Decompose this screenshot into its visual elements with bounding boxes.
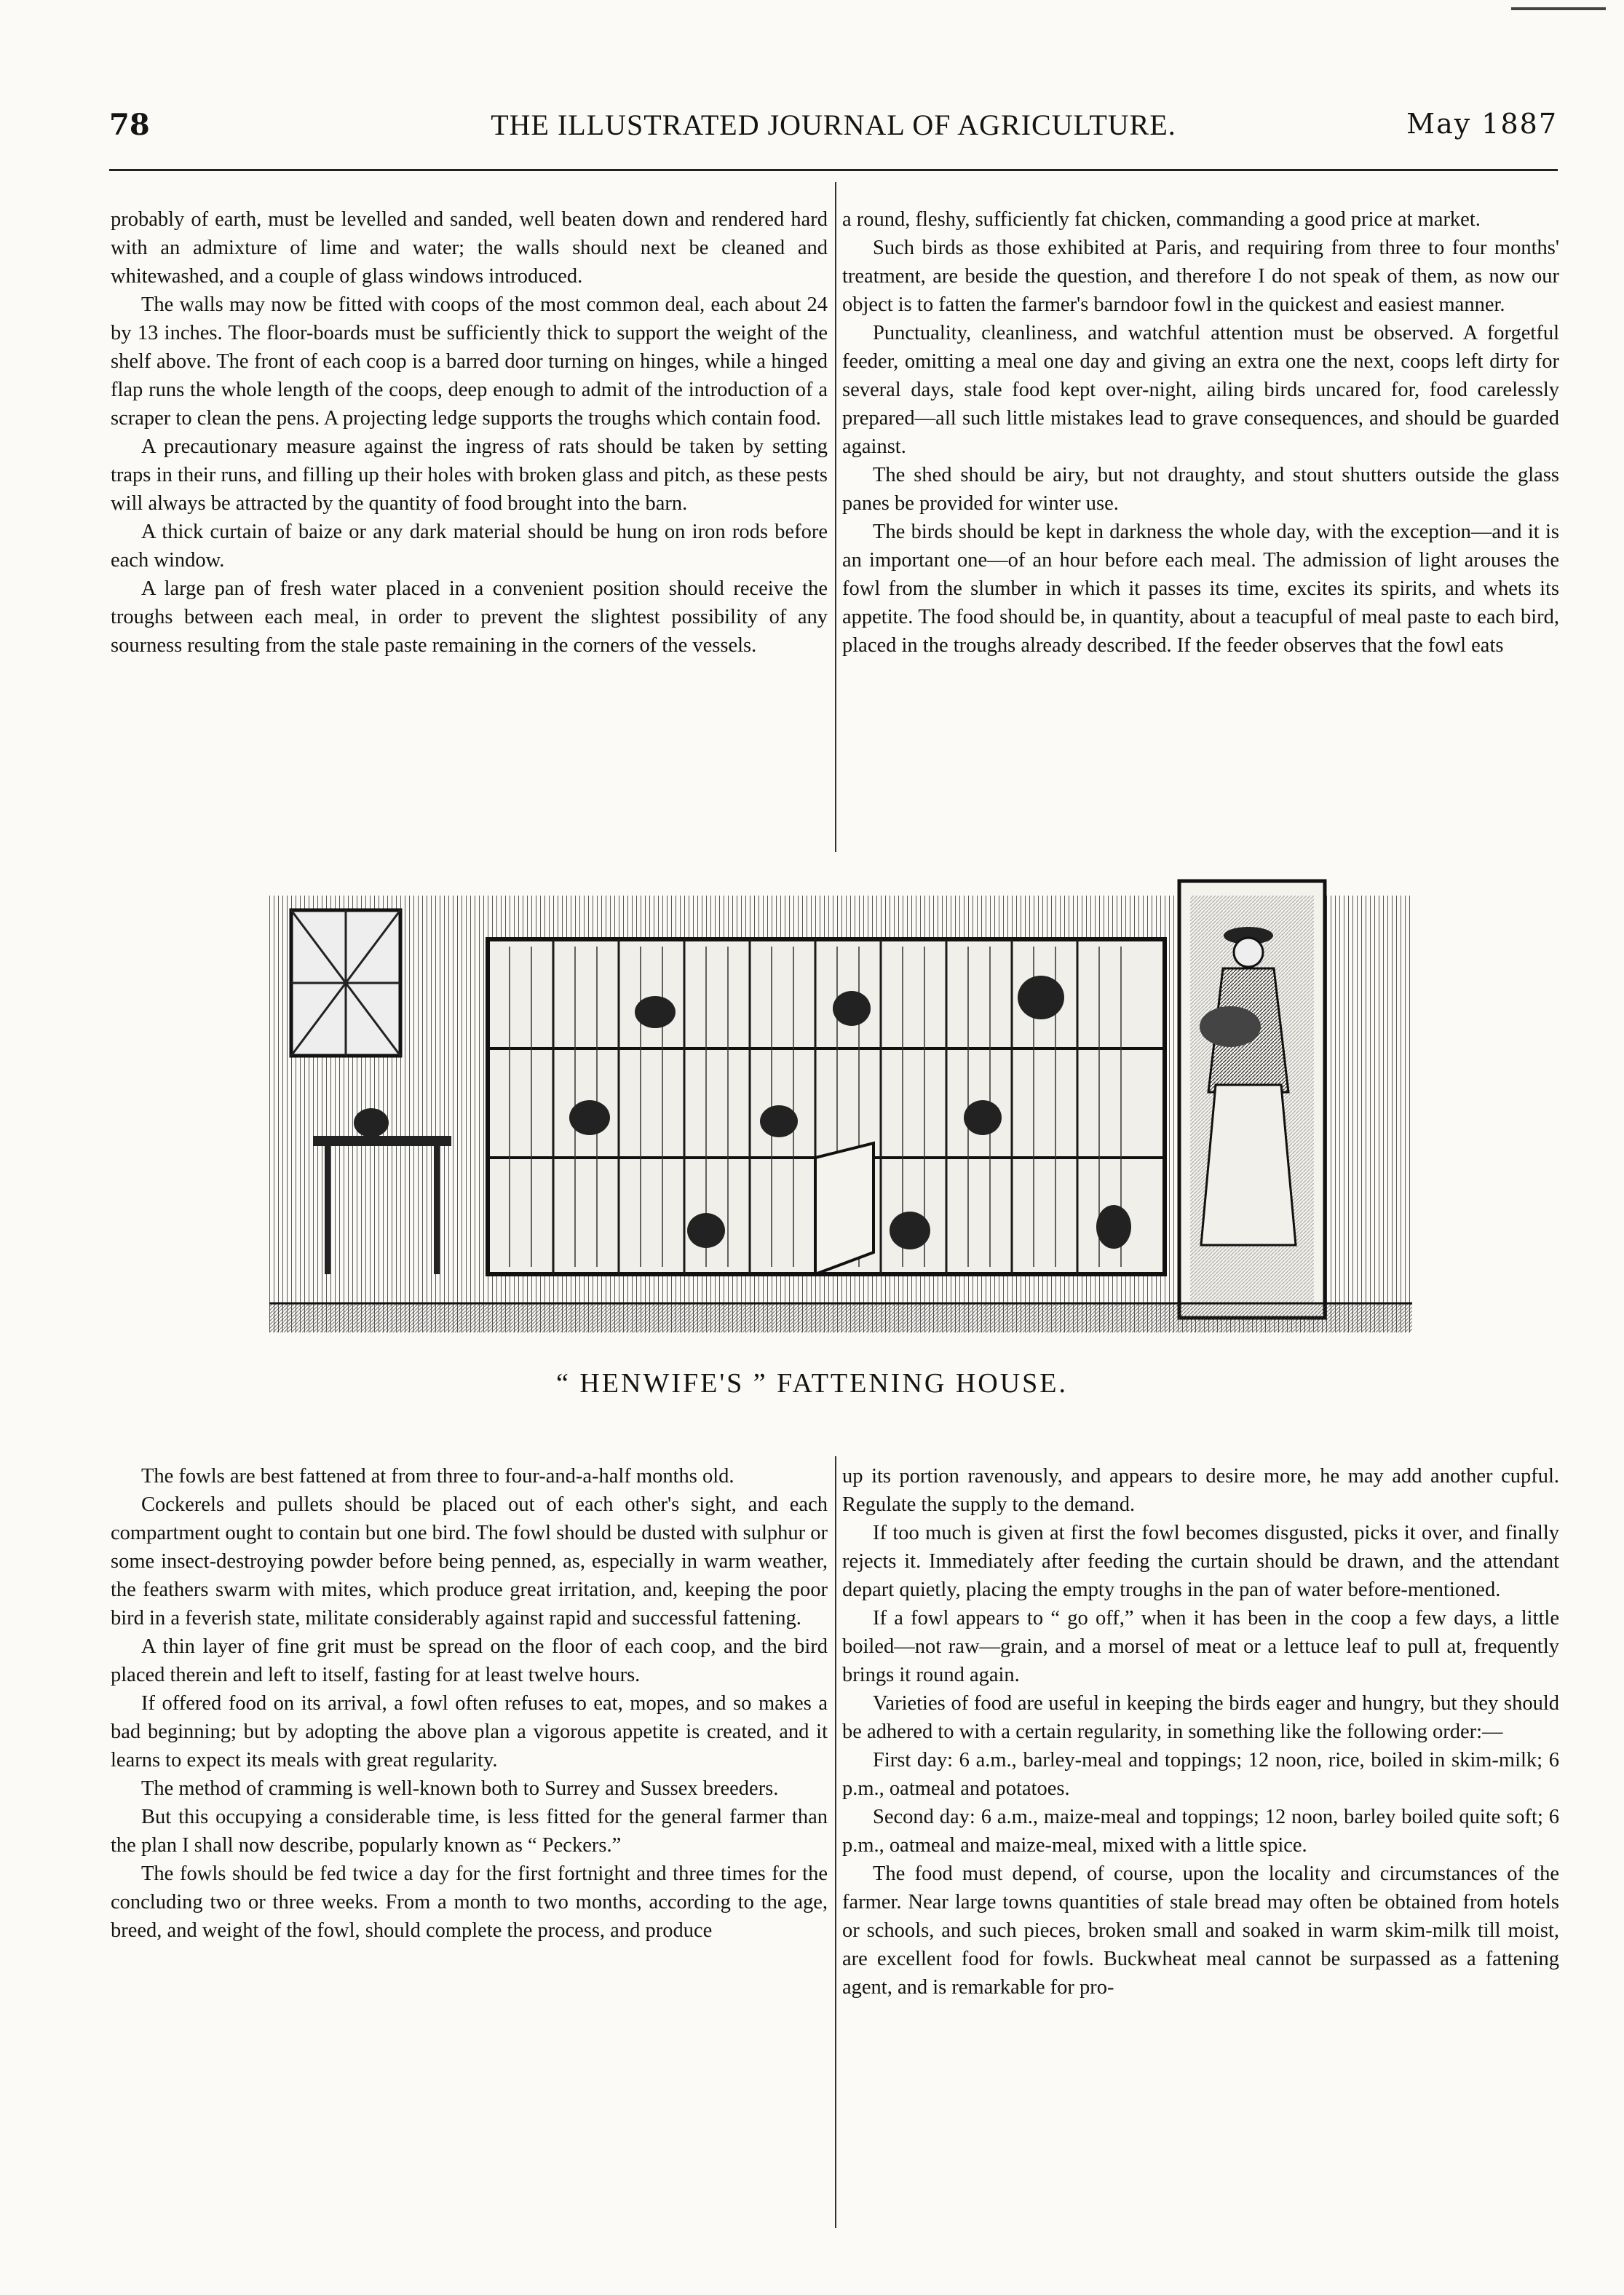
paragraph: A thick curtain of baize or any dark material should be hung on iron rods before each window. — [111, 521, 828, 572]
paragraph: First day: 6 a.m., barley-meal and toppings; 12 noon, rice, boiled in skim-milk; 6 p.m., oatmeal and potatoes. — [842, 1749, 1559, 1800]
paragraph: probably of earth, must be levelled and sanded, well beaten down and rendered hard with an admixture of lime and water; the walls should next be cleaned and whitewashed, and a couple of glass windows introduced. — [111, 208, 828, 288]
paragraph: A large pan of fresh water placed in a convenient position should receive the troughs between each meal, in order to prevent the slightest possibility of any sourness resulting from the stale paste remaining in the corners of the vessels. — [111, 577, 828, 657]
header-rule — [109, 169, 1558, 171]
paragraph: Punctuality, cleanliness, and watchful attention must be observed. A forgetful feeder, omitting a meal one day and giving an extra one the next, coops left dirty for several days, stale food kept over-night, ailing birds uncared for, food carelessly prepared—all such little mistakes lead to grave consequences, and should be guarded against. — [842, 322, 1559, 458]
paragraph: The method of cramming is well-known both to Surrey and Sussex breeders. — [141, 1777, 779, 1800]
paragraph: a round, fleshy, sufficiently fat chicken, commanding a good price at market. — [842, 208, 1481, 231]
paragraph: The birds should be kept in darkness the whole day, with the exception—and it is an important one—of an hour before each meal. The admission of light arouses the fowl from the slumber in which it passes its time, excites its spirits, and whets its appetite. The food should be, in quantity, about a teacupful of meal paste to each bird, placed in the troughs already described. If the feeder observes that the fowl eats — [842, 521, 1559, 657]
paragraph: The fowls should be fed twice a day for the first fortnight and three times for the concluding two or three weeks. From a month to two months, according to the age, breed, and weight of the fowl, should complete the process, and produce — [111, 1863, 828, 1942]
paragraph: The fowls are best fattened at from three to four-and-a-half months old. — [141, 1465, 734, 1488]
paragraph: Such birds as those exhibited at Paris, and requiring from three to four months' treatment, are beside the question, and therefore I do not speak of them, as now our object is to fatten the farmer's barndoor fowl in the quickest and easiest manner. — [842, 237, 1559, 316]
page-number: 78 — [109, 108, 150, 142]
top-right-column — [842, 205, 1559, 660]
journal-title: THE ILLUSTRATED JOURNAL OF AGRICULTURE. — [491, 108, 1176, 141]
figure-caption: “ HENWIFE'S ” FATTENING HOUSE. — [555, 1368, 1068, 1399]
paragraph: The shed should be airy, but not draughty, and stout shutters outside the glass panes be provided for winter use. — [842, 464, 1559, 515]
paragraph: A thin layer of fine grit must be spread on the floor of each coop, and the bird placed therein and left to itself, fasting for at least twelve hours. — [111, 1635, 828, 1686]
fattening-house-engraving — [269, 866, 1412, 1347]
paragraph: Varieties of food are useful in keeping the birds eager and hungry, but they should be adhered to with a certain regularity, in something like the following order:— — [842, 1692, 1559, 1743]
bottom-left-column — [111, 1462, 828, 1945]
column-divider-bottom — [835, 1456, 836, 2228]
paragraph: up its portion ravenously, and appears to desire more, he may add another cupful. Regulate the supply to the demand. — [842, 1465, 1559, 1516]
paragraph: The food must depend, of course, upon the locality and circumstances of the farmer. Near large towns quantities of stale bread may often be obtained from hotels or schools, and such pieces, broken small and soaked in warm skim-milk till moist, are excellent food for fowls. Buckwheat meal cannot be surpassed as a fattening agent, and is remarkable for pro- — [842, 1863, 1559, 1999]
paragraph: A precautionary measure against the ingress of rats should be taken by setting traps in their runs, and filling up their holes with broken glass and pitch, as these pests will always be attracted by the quantity of food brought into the barn. — [111, 435, 828, 515]
corner-mark — [1511, 7, 1606, 10]
paragraph: If offered food on its arrival, a fowl often refuses to eat, mopes, and so makes a bad beginning; but by adopting the above plan a vigorous appetite is created, and it learns to expect its meals with great regularity. — [111, 1692, 828, 1771]
paragraph: The walls may now be fitted with coops of the most common deal, each about 24 by 13 inches. The floor-boards must be sufficiently thick to support the weight of the shelf above. The front of each coop is a barred door turning on hinges, while a hinged flap runs the whole length of the coops, deep enough to admit of the introduction of a scraper to clean the pens. A projecting ledge supports the troughs which contain food. — [111, 293, 828, 430]
paragraph: If a fowl appears to “ go off,” when it has been in the coop a few days, a little boiled—not raw—grain, and a morsel of meat or a lettuce leaf to pull at, frequently brings it round again. — [842, 1607, 1559, 1686]
bottom-right-column — [842, 1462, 1559, 2002]
paragraph: If too much is given at first the fowl becomes disgusted, picks it over, and finally rejects it. Immediately after feeding the curtain should be drawn, and the attendant depart quietly, placing the empty troughs in the pan of water before-mentioned. — [842, 1522, 1559, 1601]
top-left-column — [111, 205, 828, 660]
paragraph: Second day: 6 a.m., maize-meal and toppings; 12 noon, barley boiled quite soft; 6 p.m., oatmeal and maize-meal, mixed with a little spice. — [842, 1806, 1559, 1857]
paragraph: Cockerels and pullets should be placed out of each other's sight, and each compartment ought to contain but one bird. The fowl should be dusted with sulphur or some insect-destroying powder before being penned, as, especially in warm weather, the feathers swarm with mites, which produce great irritation, and, keeping the poor bird in a feverish state, militate considerably against rapid and successful fattening. — [111, 1493, 828, 1630]
page-header — [109, 108, 1558, 151]
paragraph: But this occupying a considerable time, is less fitted for the general farmer than the plan I shall now describe, popularly known as “ Peckers.” — [111, 1806, 828, 1857]
column-divider-top — [835, 182, 836, 852]
issue-date: May 1887 — [1406, 108, 1558, 140]
